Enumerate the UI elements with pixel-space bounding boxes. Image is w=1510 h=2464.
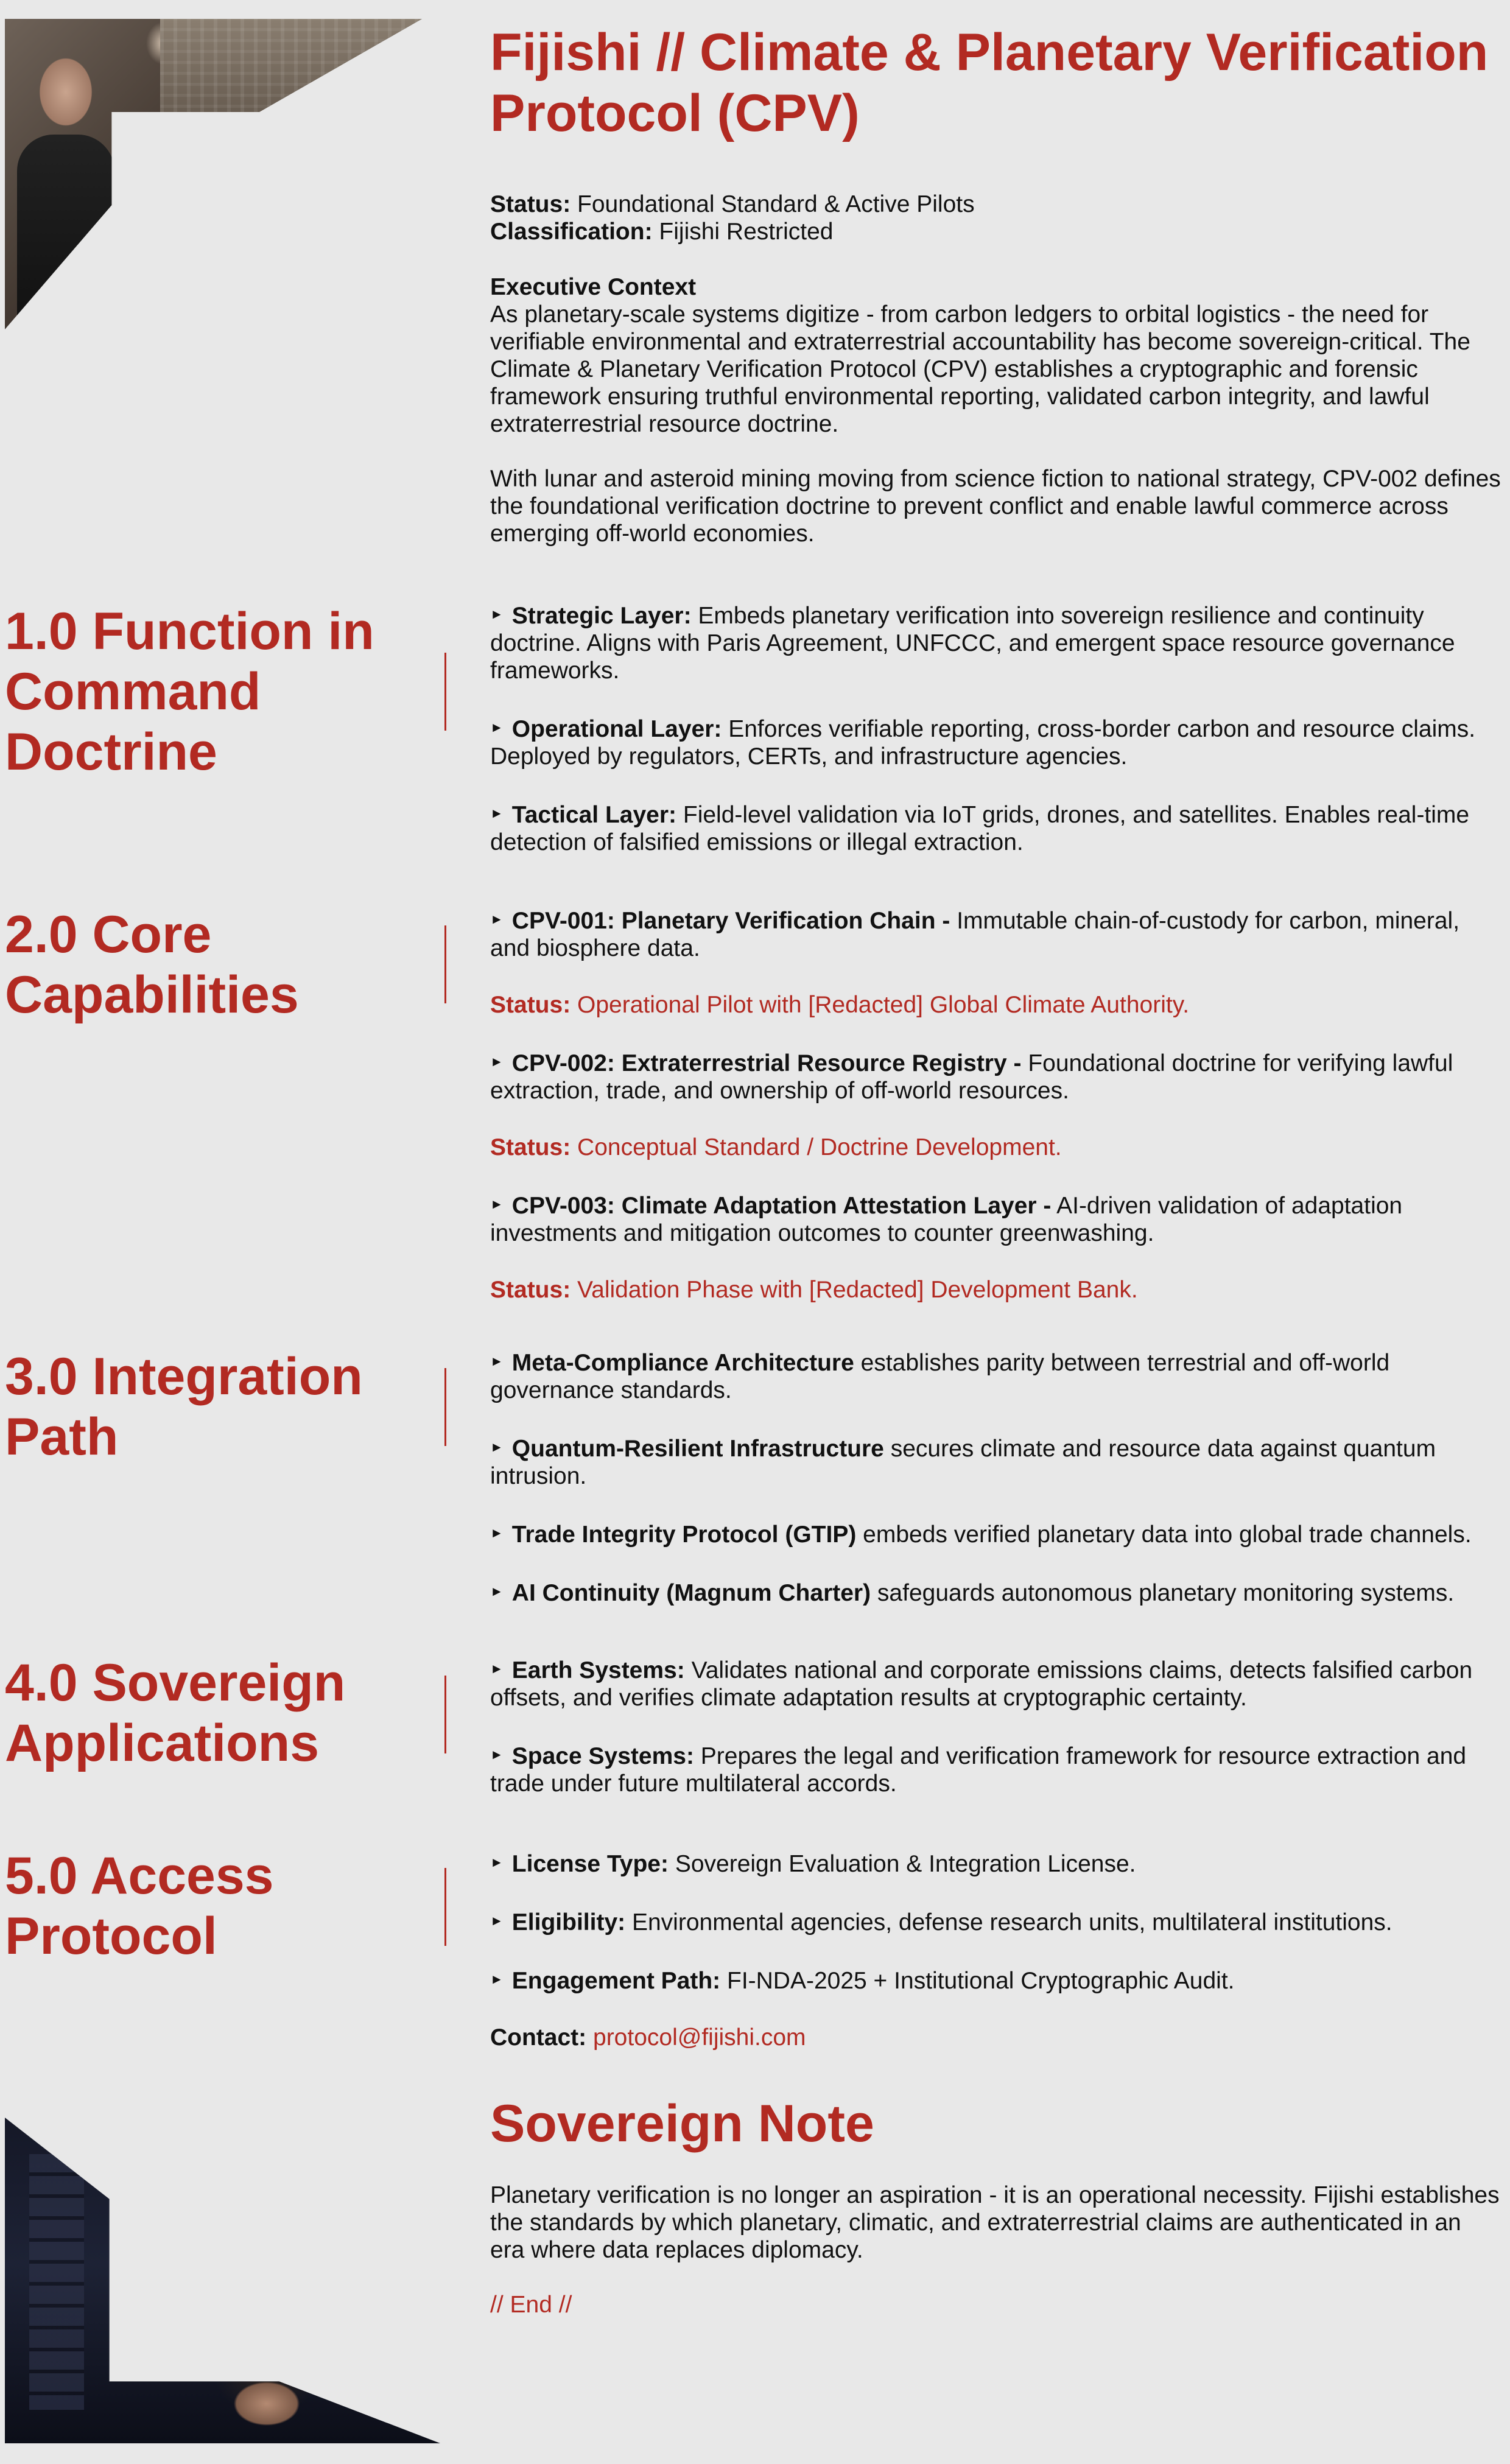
header-photo bbox=[5, 19, 422, 329]
status-line bbox=[490, 191, 1501, 218]
section-body bbox=[490, 1347, 1501, 1607]
header-photo-window bbox=[160, 19, 422, 141]
section-divider bbox=[444, 925, 446, 1003]
section-divider bbox=[444, 1676, 446, 1753]
bullet-icon: ► bbox=[490, 806, 504, 821]
list-item: ► Space Systems: Prepares the legal and verification framework for resource extraction and trade under future multilateral accords. bbox=[490, 1743, 1467, 1797]
note-title: Sovereign Note bbox=[490, 2094, 874, 2153]
classification-value: Fijishi Restricted bbox=[659, 219, 834, 245]
bullet-icon: ► bbox=[490, 1054, 504, 1069]
bullet-icon: ► bbox=[490, 1855, 504, 1870]
page-title: Fijishi // Climate & Planetary Verification Protocol (CPV) bbox=[490, 23, 1489, 142]
bullet-icon: ► bbox=[490, 606, 504, 622]
end-marker: // End // bbox=[490, 2292, 572, 2318]
contact-email-link[interactable]: protocol@fijishi.com bbox=[593, 2024, 806, 2051]
bullet-icon: ► bbox=[490, 1971, 504, 1987]
note-body bbox=[490, 2181, 1501, 2318]
capability-status: Status: Conceptual Standard / Doctrine Development. bbox=[490, 1134, 1062, 1160]
list-item: ► Eligibility: Environmental agencies, defense research units, multilateral institutions. bbox=[490, 1909, 1392, 1936]
section-body bbox=[490, 1655, 1501, 1797]
executive-context-paragraph: As planetary-scale systems digitize - from carbon ledgers to orbital logistics - the need for verifiable environmental and extraterrestrial accountability has become sovereign-critical. The Climate & Planetary Verification Protocol (CPV) establishes a cryptographic and forensic framework ensuring truthful environmental reporting, validated carbon integrity, and lawful extraterrestrial resource doctrine. bbox=[490, 301, 1470, 437]
capability-status: Status: Operational Pilot with [Redacted] Global Climate Authority. bbox=[490, 992, 1190, 1018]
capability-status: Status: Validation Phase with [Redacted] Development Bank. bbox=[490, 1277, 1138, 1303]
header-photo-figure bbox=[17, 135, 114, 329]
list-item: ► Quantum-Resilient Infrastructure secures climate and resource data against quantum intrusion. bbox=[490, 1436, 1436, 1489]
bullet-icon: ► bbox=[490, 1196, 504, 1212]
section-title: 2.0 Core Capabilities bbox=[5, 905, 299, 1024]
bullet-icon: ► bbox=[490, 1525, 504, 1540]
bullet-icon: ► bbox=[490, 1353, 504, 1369]
section-title: 3.0 Integration Path bbox=[5, 1347, 363, 1466]
list-item: ► Operational Layer: Enforces verifiable reporting, cross-border carbon and resource claims. Deployed by regulators, CERTs, and infrastructure agencies. bbox=[490, 716, 1476, 770]
list-item: ► Meta-Compliance Architecture establishes parity between terrestrial and off-world governance standards. bbox=[490, 1350, 1390, 1403]
list-item: ► AI Continuity (Magnum Charter) safeguards autonomous planetary monitoring systems. bbox=[490, 1580, 1455, 1606]
bullet-icon: ► bbox=[490, 1439, 504, 1455]
list-item: ► Strategic Layer: Embeds planetary verification into sovereign resilience and continuity doctrine. Aligns with Paris Agreement, UNFCCC, and emergent space resource governance frameworks. bbox=[490, 603, 1455, 684]
bullet-icon: ► bbox=[490, 720, 504, 735]
section-title: 1.0 Function in Command Doctrine bbox=[5, 602, 374, 781]
bullet-icon: ► bbox=[490, 1584, 504, 1599]
bullet-icon: ► bbox=[490, 1747, 504, 1762]
section-divider bbox=[444, 1368, 446, 1446]
list-item: ► License Type: Sovereign Evaluation & Integration License. bbox=[490, 1851, 1136, 1877]
note-text: Planetary verification is no longer an aspiration - it is an operational necessity. Fijishi establishes the standards by which planetary, climatic, and extraterrestrial claims are authenticated in an era where data replaces diplomacy. bbox=[490, 2182, 1500, 2263]
section-divider bbox=[444, 653, 446, 731]
footer-photo bbox=[5, 2118, 440, 2443]
list-item: ► Earth Systems: Validates national and corporate emissions claims, detects falsified carbon offsets, and verifies climate adaptation results at cryptographic certainty. bbox=[490, 1657, 1473, 1711]
contact-line bbox=[490, 2024, 1501, 2051]
executive-context-heading: Executive Context bbox=[490, 274, 697, 300]
section-body bbox=[490, 600, 1501, 856]
capability-item: ► CPV-002: Extraterrestrial Resource Registry - Foundational doctrine for verifying lawful extraction, trade, and ownership of off-world resources. bbox=[490, 1050, 1453, 1104]
list-item: ► Engagement Path: FI-NDA-2025 + Institutional Cryptographic Audit. bbox=[490, 1968, 1235, 1994]
classification-label: Classification: bbox=[490, 219, 653, 245]
contact-label: Contact: bbox=[490, 2024, 587, 2051]
status-value: Foundational Standard & Active Pilots bbox=[577, 191, 975, 217]
capability-item: ► CPV-003: Climate Adaptation Attestation Layer - AI-driven validation of adaptation investments and mitigation outcomes to counter greenwashing. bbox=[490, 1193, 1403, 1246]
section-body bbox=[490, 905, 1501, 1304]
list-item: ► Trade Integrity Protocol (GTIP) embeds verified planetary data into global trade channels. bbox=[490, 1522, 1472, 1548]
bullet-icon: ► bbox=[490, 1913, 504, 1928]
capability-item: ► CPV-001: Planetary Verification Chain - Immutable chain-of-custody for carbon, mineral, and biosphere data. bbox=[490, 908, 1460, 961]
classification-line bbox=[490, 218, 1501, 245]
footer-photo-shelf bbox=[29, 2154, 84, 2410]
section-title: 4.0 Sovereign Applications bbox=[5, 1654, 346, 1772]
section-divider bbox=[444, 1868, 446, 1946]
section-title: 5.0 Access Protocol bbox=[5, 1847, 274, 1965]
document-meta bbox=[490, 191, 1501, 245]
executive-context-paragraph: With lunar and asteroid mining moving from science fiction to national strategy, CPV-002 defines the foundational verification doctrine to prevent conflict and enable lawful commerce across emerging off-world economies. bbox=[490, 466, 1501, 547]
bullet-icon: ► bbox=[490, 911, 504, 927]
bullet-icon: ► bbox=[490, 1661, 504, 1676]
list-item: ► Tactical Layer: Field-level validation via IoT grids, drones, and satellites. Enables real-time detection of falsified emissions or illegal extraction. bbox=[490, 802, 1470, 855]
section-body bbox=[490, 1848, 1501, 2051]
executive-context bbox=[490, 273, 1501, 547]
status-label: Status: bbox=[490, 191, 571, 217]
